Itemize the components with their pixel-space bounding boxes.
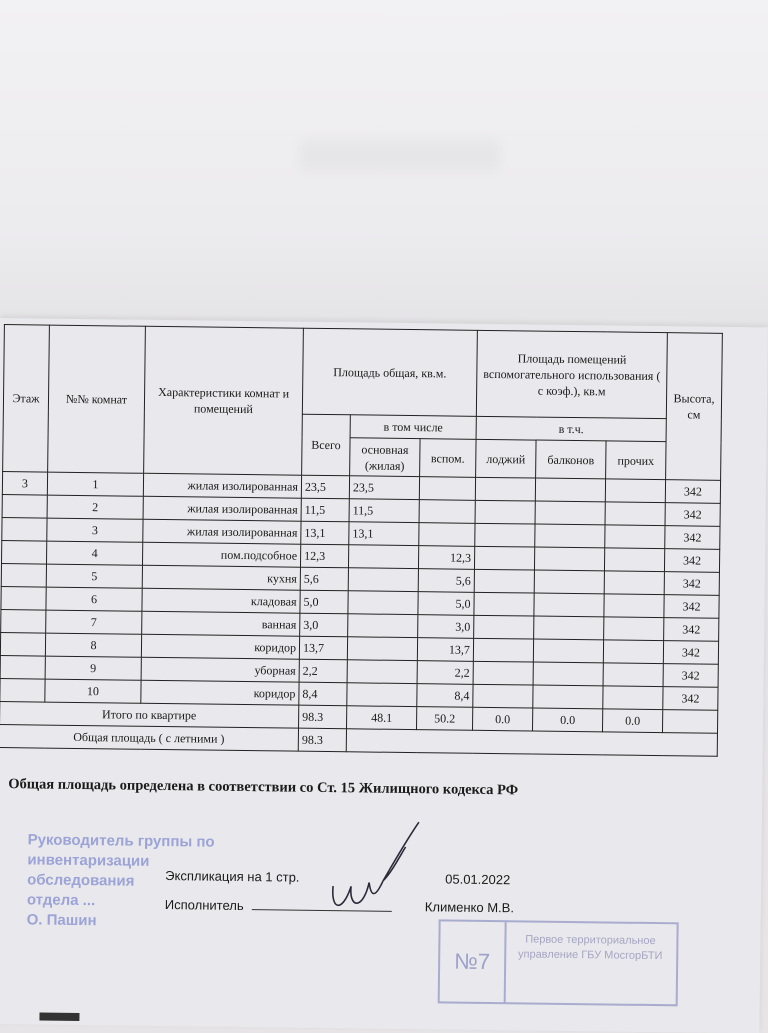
loggias-cell — [475, 500, 535, 524]
main-cell — [347, 637, 417, 661]
explication-pages: Экспликация на 1 стр. — [165, 868, 300, 885]
height-cell: 342 — [663, 641, 718, 665]
room-name-cell: кладовая — [142, 588, 300, 613]
other-cell — [605, 502, 665, 526]
header-floor: Этаж — [3, 325, 50, 473]
floor-cell — [2, 541, 47, 565]
totals-loggias: 0.0 — [472, 707, 532, 731]
balconies-cell — [535, 478, 605, 502]
room-no-cell: 1 — [47, 472, 143, 496]
other-cell — [605, 479, 665, 503]
floor-cell: 3 — [2, 472, 47, 496]
header-other: прочих — [606, 441, 666, 480]
room-no-cell: 4 — [46, 541, 142, 565]
totals-aux: 50.2 — [417, 707, 473, 731]
supervisor-stamp: Руководитель группы по инвентаризации обследования отдела ... О. Пашин — [26, 831, 215, 930]
room-name-cell: кухня — [142, 565, 300, 590]
room-no-cell: 6 — [46, 587, 142, 611]
totals-other: 0.0 — [602, 709, 662, 733]
balconies-cell — [533, 685, 603, 709]
loggias-cell — [474, 569, 534, 593]
signature-line — [252, 897, 392, 912]
height-cell: 342 — [664, 618, 719, 642]
balconies-cell — [533, 639, 603, 663]
totals-total: 98.3 — [299, 705, 347, 729]
main-cell: 13,1 — [349, 522, 419, 546]
header-loggias: лоджий — [476, 439, 536, 478]
other-cell — [605, 525, 665, 549]
aux-cell — [419, 500, 475, 524]
executor-label: Исполнитель — [164, 897, 244, 914]
header-total-area: Площадь общая, кв.м. — [302, 328, 477, 416]
room-no-cell: 7 — [46, 610, 142, 634]
room-no-cell: 8 — [45, 633, 141, 657]
room-no-cell: 5 — [46, 564, 142, 588]
overall-label: Общая площадь ( с летними ) — [0, 725, 299, 752]
balconies-cell — [535, 501, 605, 525]
height-cell: 342 — [664, 595, 719, 619]
header-including: в том числе — [350, 415, 476, 440]
floor-cell — [2, 495, 47, 519]
document-date: 05.01.2022 — [445, 871, 511, 888]
main-cell: 23,5 — [349, 476, 419, 500]
floor-cell — [1, 564, 46, 588]
stamp-organization: Первое территориальное управление ГБУ МосгорБТИ — [517, 933, 663, 963]
room-name-cell: уборная — [141, 657, 299, 682]
legal-note: Общая площадь определена в соответствии со Ст. 15 Жилищного кодекса РФ — [8, 776, 519, 799]
other-cell — [604, 617, 664, 641]
aux-cell: 12,3 — [418, 546, 474, 570]
other-cell — [604, 571, 664, 595]
header-height: Высота, см — [666, 333, 723, 481]
aux-cell — [419, 523, 475, 547]
other-cell — [603, 640, 663, 664]
other-cell — [603, 663, 663, 687]
height-cell: 342 — [665, 503, 720, 527]
explication-table-wrap — [0, 324, 722, 757]
totals-label: Итого по квартире — [0, 702, 299, 729]
total-cell: 13,7 — [299, 636, 347, 660]
totals-balconies: 0.0 — [532, 708, 602, 732]
floor-cell — [1, 610, 46, 634]
loggias-cell — [475, 477, 535, 501]
header-room-no: №№ комнат — [48, 325, 146, 473]
height-cell: 342 — [664, 549, 719, 573]
aux-cell: 13,7 — [417, 638, 473, 662]
floor-cell — [2, 518, 47, 542]
floor-cell — [0, 679, 45, 703]
room-no-cell: 9 — [45, 656, 141, 680]
total-cell: 8,4 — [299, 682, 347, 706]
room-name-cell: жилая изолированная — [143, 519, 301, 544]
total-cell: 5,0 — [300, 590, 348, 614]
height-cell: 342 — [665, 526, 720, 550]
total-cell: 13,1 — [301, 521, 349, 545]
main-cell — [347, 683, 417, 707]
header-aux: вспом. — [420, 439, 476, 478]
room-name-cell: коридор — [141, 634, 299, 659]
aux-cell: 5,6 — [418, 569, 474, 593]
header-incl-short: в т.ч. — [476, 416, 666, 441]
stamp-number: №7 — [440, 921, 507, 1002]
room-name-cell: жилая изолированная — [143, 496, 301, 521]
total-cell: 3,0 — [300, 613, 348, 637]
floor-cell — [0, 633, 45, 657]
main-cell — [348, 568, 418, 592]
main-cell — [348, 614, 418, 638]
total-cell: 23,5 — [301, 475, 349, 499]
loggias-cell — [474, 615, 534, 639]
main-cell — [347, 660, 417, 684]
height-cell: 342 — [665, 480, 720, 504]
height-cell: 342 — [664, 572, 719, 596]
balconies-cell — [534, 616, 604, 640]
overall-value: 98.3 — [298, 728, 346, 752]
aux-cell — [419, 477, 475, 501]
loggias-cell — [474, 592, 534, 616]
top-blank-sheet — [0, 0, 768, 330]
executor-name: Клименко М.В. — [424, 899, 515, 916]
room-name-cell: ванная — [142, 611, 300, 636]
total-cell: 11,5 — [301, 498, 349, 522]
other-cell — [604, 548, 664, 572]
document-sheet — [0, 318, 768, 1033]
room-name-cell: жилая изолированная — [143, 473, 301, 498]
other-cell — [603, 686, 663, 710]
loggias-cell — [473, 661, 533, 685]
main-cell — [348, 545, 418, 569]
balconies-cell — [534, 570, 604, 594]
floor-cell — [1, 587, 46, 611]
loggias-cell — [474, 546, 534, 570]
aux-cell: 8,4 — [417, 684, 473, 708]
height-cell: 342 — [663, 664, 718, 688]
room-no-cell: 10 — [45, 679, 141, 703]
room-rows — [0, 472, 721, 757]
main-cell — [348, 591, 418, 615]
overall-empty — [346, 729, 717, 757]
explication-table — [0, 324, 723, 757]
header-total: Всего — [302, 414, 351, 476]
header-main: основная (жилая) — [350, 438, 420, 477]
totals-height — [662, 710, 717, 734]
show-through-text — [300, 140, 500, 170]
room-name-cell: коридор — [141, 680, 299, 705]
loggias-cell — [475, 523, 535, 547]
room-no-cell: 3 — [47, 518, 143, 542]
bottom-edge-mark — [39, 1013, 79, 1021]
other-cell — [604, 594, 664, 618]
balconies-cell — [533, 662, 603, 686]
balconies-cell — [534, 593, 604, 617]
total-cell: 2,2 — [299, 659, 347, 683]
room-no-cell: 2 — [47, 495, 143, 519]
balconies-cell — [534, 547, 604, 571]
bti-stamp — [438, 919, 679, 1006]
total-cell: 12,3 — [300, 544, 348, 568]
loggias-cell — [473, 684, 533, 708]
room-name-cell: пом.подсобное — [142, 542, 300, 567]
header-aux-area: Площадь помещений вспомогательного использования ( с коэф.), кв.м — [476, 330, 667, 418]
header-characteristics: Характеристики комнат и помещений — [144, 326, 304, 475]
loggias-cell — [473, 638, 533, 662]
height-cell: 342 — [663, 687, 718, 711]
aux-cell: 2,2 — [417, 661, 473, 685]
main-cell: 11,5 — [349, 499, 419, 523]
aux-cell: 5,0 — [418, 592, 474, 616]
aux-cell: 3,0 — [418, 615, 474, 639]
executor-line — [165, 896, 392, 915]
balconies-cell — [535, 524, 605, 548]
total-cell: 5,6 — [300, 567, 348, 591]
floor-cell — [0, 656, 45, 680]
totals-main: 48.1 — [347, 706, 417, 730]
header-balconies: балконов — [536, 440, 606, 479]
